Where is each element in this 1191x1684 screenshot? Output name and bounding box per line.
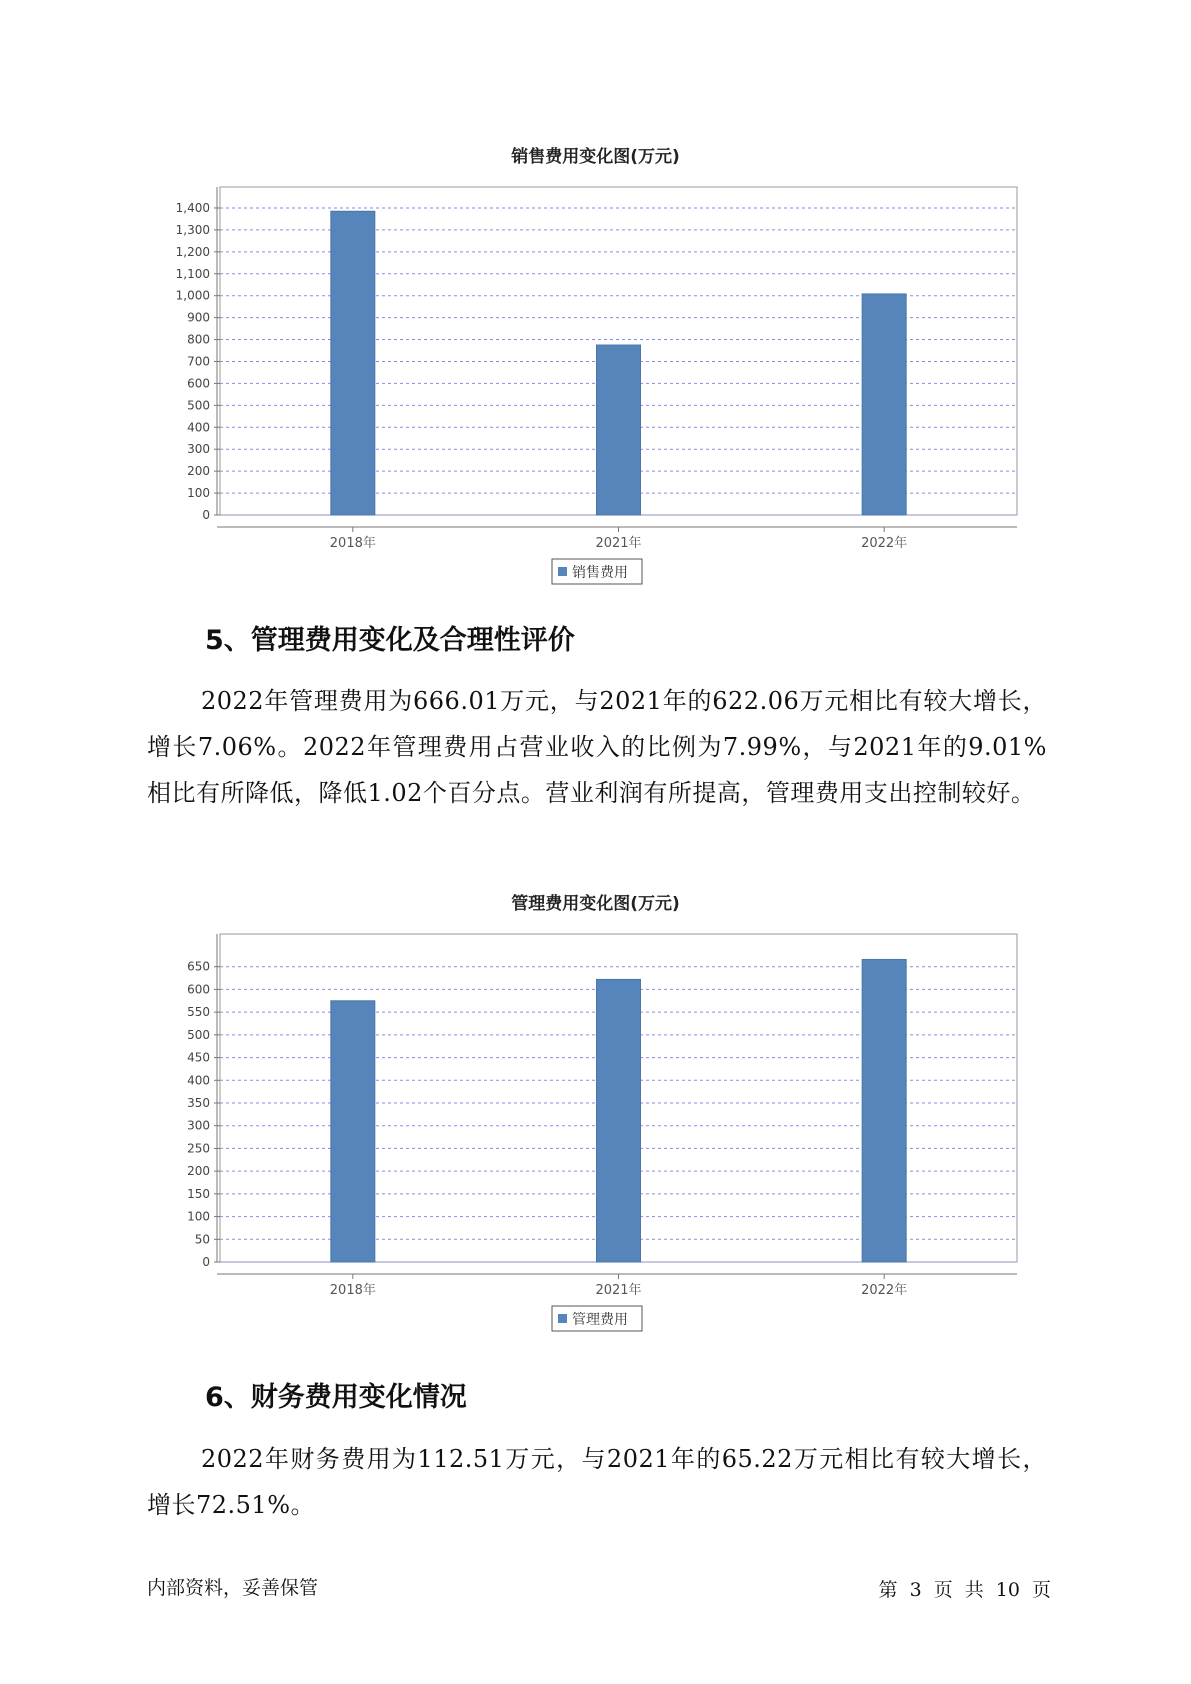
y-tick-label: 1,300 <box>175 222 210 237</box>
y-tick-label: 150 <box>187 1186 210 1201</box>
footer-page-number: 第 3 页 共 10 页 <box>878 1579 1051 1601</box>
legend <box>552 559 642 584</box>
y-tick-label: 100 <box>187 486 210 501</box>
bar-2021年 <box>597 345 641 515</box>
legend-swatch <box>558 567 567 576</box>
footer-confidential-note: 内部资料，妥善保管 <box>147 1577 319 1599</box>
legend-label: 销售费用 <box>572 565 628 581</box>
chart1-title: 销售费用变化图(万元) <box>511 147 680 167</box>
sales-expense-chart <box>0 165 1191 585</box>
y-tick-label: 200 <box>187 464 210 479</box>
section5-paragraph: 2022年管理费用为666.01万元，与2021年的622.06万元相比有较大增长，增长7.06%。2022年管理费用占营业收入的比例为7.99%，与2021年的9.01%相比有所降低，降低1.02个百分点。营业利润有所提高，管理费用支出控制较好。 <box>147 687 1047 807</box>
x-tick-label: 2021年 <box>595 536 642 551</box>
bar-2022年 <box>862 294 906 515</box>
y-tick-label: 300 <box>187 442 210 457</box>
section5-heading: 5、管理费用变化及合理性评价 <box>205 625 575 656</box>
y-tick-label: 1,400 <box>175 200 210 215</box>
y-tick-label: 450 <box>187 1050 210 1065</box>
bar-2022年 <box>862 959 906 1262</box>
x-tick-label: 2018年 <box>329 536 376 551</box>
y-tick-label: 1,100 <box>175 266 210 281</box>
y-tick-label: 300 <box>187 1118 210 1133</box>
y-tick-label: 550 <box>187 1005 210 1020</box>
bar-2021年 <box>597 979 641 1262</box>
section6-paragraph: 2022年财务费用为112.51万元，与2021年的65.22万元相比有较大增长，增长72.51%。 <box>147 1445 1047 1519</box>
y-tick-label: 600 <box>187 376 210 391</box>
x-tick-label: 2021年 <box>595 1283 642 1298</box>
y-tick-label: 1,200 <box>175 244 210 259</box>
y-tick-label: 500 <box>187 1027 210 1042</box>
legend-swatch <box>558 1314 567 1323</box>
x-tick-label: 2022年 <box>861 536 908 551</box>
y-tick-label: 800 <box>187 332 210 347</box>
legend <box>552 1306 642 1331</box>
bar-2018年 <box>331 211 375 515</box>
y-tick-label: 500 <box>187 398 210 413</box>
legend-label: 管理费用 <box>572 1312 628 1328</box>
y-tick-label: 250 <box>187 1141 210 1156</box>
y-tick-label: 100 <box>187 1209 210 1224</box>
section6-heading: 6、财务费用变化情况 <box>205 1382 467 1413</box>
y-tick-label: 700 <box>187 354 210 369</box>
y-tick-label: 1,000 <box>175 288 210 303</box>
x-tick-label: 2022年 <box>861 1283 908 1298</box>
y-tick-label: 0 <box>202 1255 210 1269</box>
y-tick-label: 650 <box>187 959 210 974</box>
y-tick-label: 400 <box>187 420 210 435</box>
y-tick-label: 50 <box>194 1232 210 1247</box>
chart2-title: 管理费用变化图(万元) <box>511 894 680 914</box>
y-tick-label: 400 <box>187 1073 210 1088</box>
x-tick-label: 2018年 <box>329 1283 376 1298</box>
y-tick-label: 200 <box>187 1164 210 1179</box>
y-tick-label: 900 <box>187 310 210 325</box>
y-tick-label: 350 <box>187 1096 210 1110</box>
y-tick-label: 0 <box>202 508 210 522</box>
admin-expense-chart <box>0 912 1191 1332</box>
bar-2018年 <box>331 1001 375 1262</box>
y-tick-label: 600 <box>187 982 210 997</box>
